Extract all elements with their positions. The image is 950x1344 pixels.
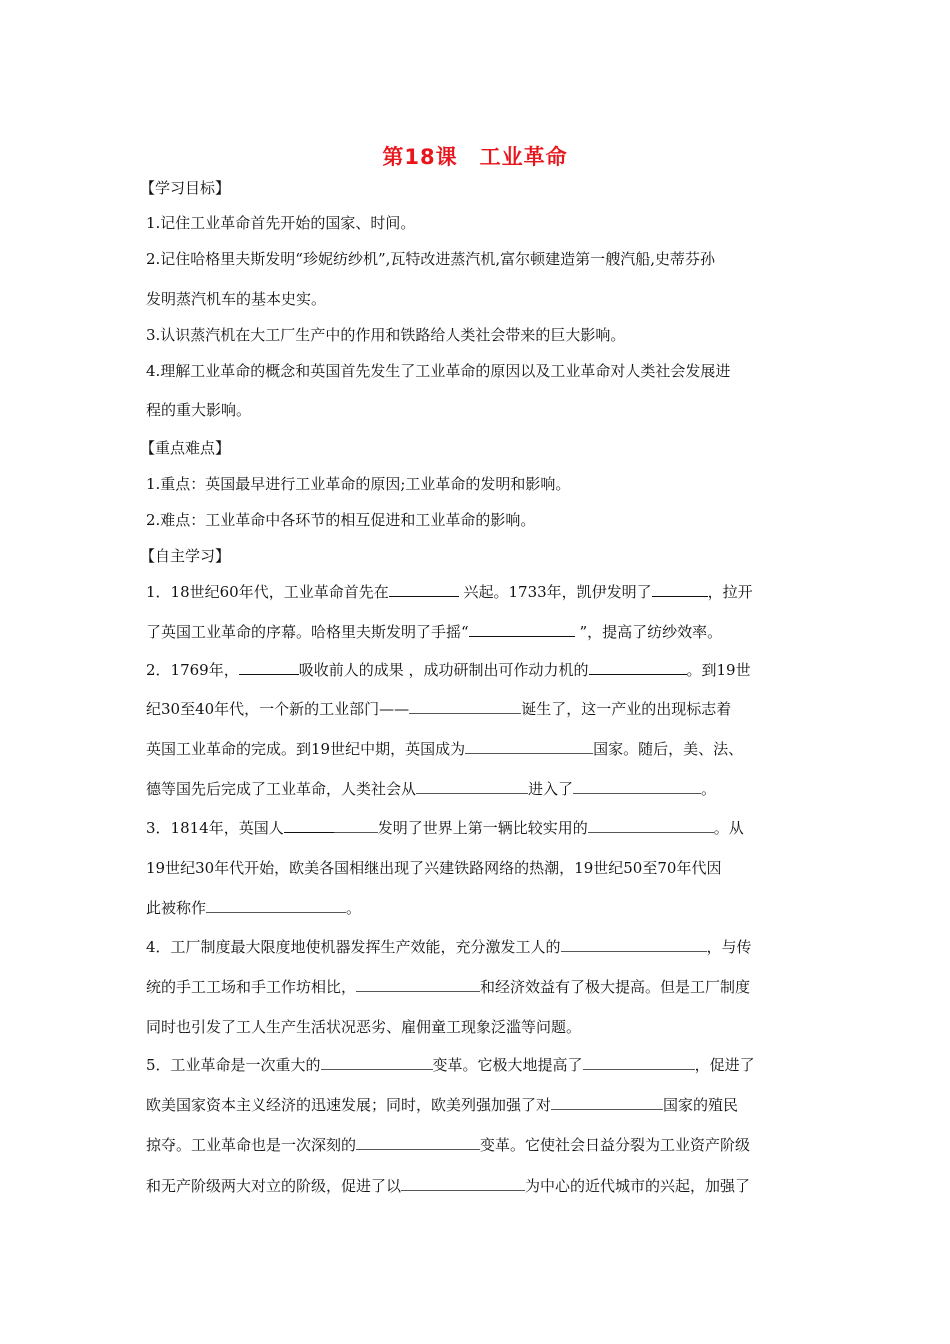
text: 3．1814年，英国人 <box>146 819 284 837</box>
heading-keypoints: 【重点难点】 <box>140 439 231 457</box>
objective-2-line1: 2.记住哈格里夫斯发明“珍妮纺纱机”,瓦特改进蒸汽机,富尔顿建造第一艘汽船,史蒂芬孙 <box>146 250 715 268</box>
question-3-line2: 19世纪30年代开始，欧美各国相继出现了兴建铁路网络的热潮，19世纪50至70年代因 <box>146 859 722 877</box>
question-4-line3: 同时也引发了工人生产生活状况恶劣、雇佣童工现象泛滥等问题。 <box>146 1018 582 1036</box>
text: 德等国先后完成了工业革命，人类社会从 <box>146 780 417 798</box>
answer-blank[interactable] <box>652 582 708 597</box>
text: 。从 <box>713 819 744 837</box>
text: ，拉开 <box>707 583 753 601</box>
answer-blank[interactable] <box>356 977 480 992</box>
text: 国家。随后，美、法、 <box>593 740 744 758</box>
keypoint-1: 1.重点：英国最早进行工业革命的原因;工业革命的发明和影响。 <box>146 475 571 493</box>
question-4-line2 <box>146 977 750 997</box>
text: 4．工厂制度最大限度地使机器发挥生产效能，充分激发工人的 <box>146 938 561 956</box>
answer-blank[interactable] <box>551 1095 663 1110</box>
answer-blank[interactable] <box>239 660 299 675</box>
question-3-line3 <box>146 898 361 918</box>
objective-3: 3.认识蒸汽机在大工厂生产中的作用和铁路给人类社会带来的巨大影响。 <box>146 326 626 344</box>
answer-blank[interactable] <box>409 699 521 714</box>
text: 变革。它极大地提高了 <box>432 1056 583 1074</box>
answer-blank[interactable] <box>583 1055 695 1070</box>
text: 国家的殖民 <box>663 1096 739 1114</box>
text: 和经济效益有了极大提高。但是工厂制度 <box>480 978 751 996</box>
text: 此被称作 <box>146 899 207 917</box>
question-2-line4 <box>146 779 716 799</box>
text: 了英国工业革命的序幕。哈格里夫斯发明了手摇“ <box>146 623 469 641</box>
keypoint-2: 2.难点：工业革命中各环节的相互促进和工业革命的影响。 <box>146 511 536 529</box>
text: 2．1769年， <box>146 661 239 679</box>
question-4-line1 <box>146 937 752 957</box>
answer-blank[interactable] <box>334 818 378 833</box>
answer-blank[interactable] <box>401 1176 525 1191</box>
lesson-title: 第18课 工业革命 <box>382 145 568 169</box>
objective-4-line1: 4.理解工业革命的概念和英国首先发生了工业革命的原因以及工业革命对人类社会发展进 <box>146 362 731 380</box>
text: ”，提高了纺纱效率。 <box>574 623 723 641</box>
question-2-line1 <box>146 660 751 680</box>
objective-2-line2: 发明蒸汽机车的基本史实。 <box>146 290 327 308</box>
answer-blank[interactable] <box>416 779 528 794</box>
text: 。 <box>346 899 362 917</box>
answer-blank[interactable] <box>389 582 459 597</box>
text: 为中心的近代城市的兴起，加强了 <box>525 1177 751 1195</box>
heading-selfstudy: 【自主学习】 <box>140 547 231 565</box>
text: 英国工业革命的完成。到19世纪中期，英国成为 <box>146 740 466 758</box>
answer-blank[interactable] <box>206 898 346 913</box>
text: 纪30至40年代，一个新的工业部门—— <box>146 700 410 718</box>
text: 。 <box>701 780 717 798</box>
answer-blank[interactable] <box>573 779 701 794</box>
text: 统的手工工场和手工作坊相比， <box>146 978 357 996</box>
answer-blank[interactable] <box>561 937 707 952</box>
answer-blank[interactable] <box>588 818 714 833</box>
question-5-line4 <box>146 1176 750 1196</box>
text: 。到19世 <box>686 661 751 679</box>
question-5-line2 <box>146 1095 738 1115</box>
question-1-line2 <box>146 622 722 642</box>
heading-objectives: 【学习目标】 <box>140 179 231 197</box>
text: 欧美国家资本主义经济的迅速发展；同时，欧美列强加强了对 <box>146 1096 552 1114</box>
text: 兴起。1733年，凯伊发明了 <box>458 583 652 601</box>
text: 5．工业革命是一次重大的 <box>146 1056 321 1074</box>
answer-blank[interactable] <box>356 1135 480 1150</box>
question-1-line1 <box>146 582 753 602</box>
answer-blank[interactable] <box>469 622 575 637</box>
question-5-line3 <box>146 1135 750 1155</box>
text: 1．18世纪60年代，工业革命首先在 <box>146 583 389 601</box>
objective-4-line2: 程的重大影响。 <box>146 401 252 419</box>
text: 进入了 <box>528 780 574 798</box>
answer-blank[interactable] <box>589 660 687 675</box>
text: 变革。它使社会日益分裂为工业资产阶级 <box>480 1136 751 1154</box>
question-2-line2 <box>146 699 731 719</box>
answer-blank[interactable] <box>284 818 334 833</box>
question-3-line1 <box>146 818 744 838</box>
objective-1: 1.记住工业革命首先开始的国家、时间。 <box>146 214 416 232</box>
text: 和无产阶级两大对立的阶级，促进了以 <box>146 1177 402 1195</box>
text: 掠夺。工业革命也是一次深刻的 <box>146 1136 357 1154</box>
question-5-line1 <box>146 1055 755 1075</box>
text: 吸收前人的成果 ，成功研制出可作动力机的 <box>298 661 589 679</box>
text: ，与传 <box>706 938 752 956</box>
answer-blank[interactable] <box>321 1055 433 1070</box>
answer-blank[interactable] <box>465 739 593 754</box>
text: 诞生了，这一产业的出现标志着 <box>521 700 732 718</box>
text: ，促进了 <box>694 1056 755 1074</box>
text: 发明了世界上第一辆比较实用的 <box>377 819 588 837</box>
question-2-line3 <box>146 739 743 759</box>
